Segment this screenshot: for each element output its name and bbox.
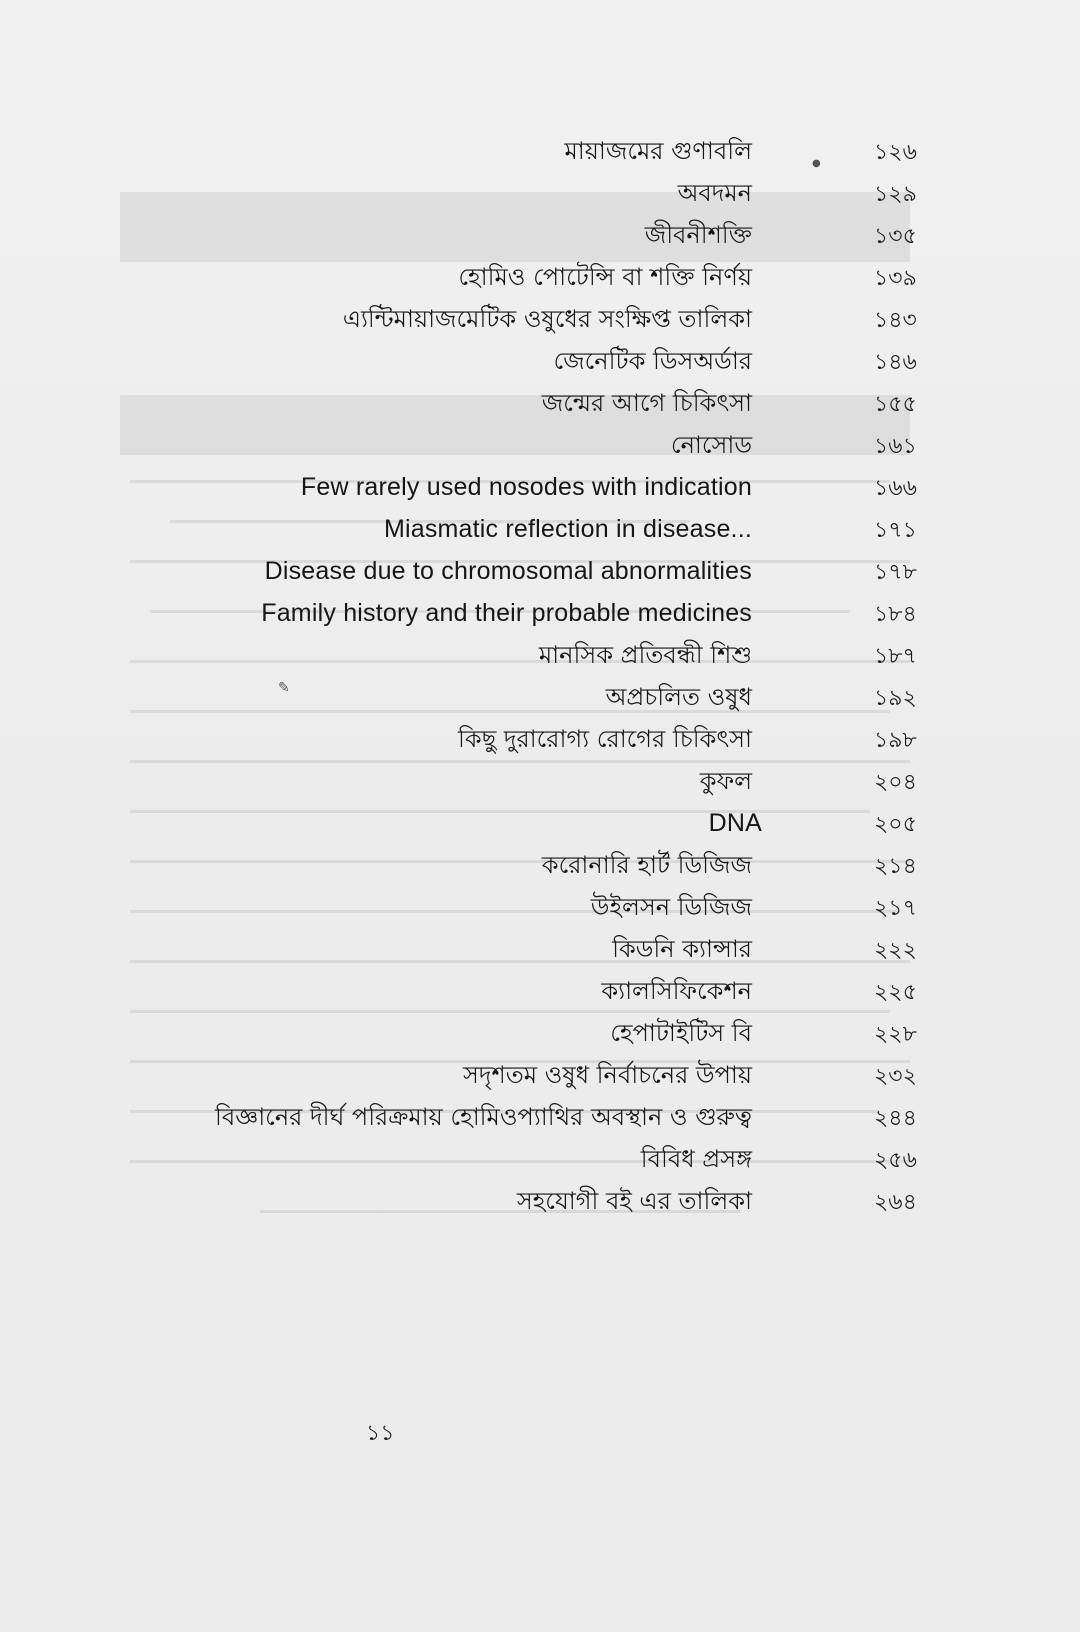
toc-entry-title: ক্যালসিফিকেশন — [601, 977, 752, 1006]
toc-entry-title: করোনারি হার্ট ডিজিজ — [541, 851, 752, 880]
toc-entry-title: হোমিও পোটেন্সি বা শক্তি নির্ণয় — [458, 263, 752, 292]
toc-entry-title: বিজ্ঞানের দীর্ঘ পরিক্রমায় হোমিওপ্যাথির অবস্থান ও গুরুত্ব — [215, 1103, 752, 1132]
toc-entry-page: ১৮৪ — [874, 601, 917, 627]
toc-entry-title: এ্যন্টিমায়াজমেটিক ওষুধের সংক্ষিপ্ত তালিকা — [342, 305, 752, 334]
toc-entry-title: Disease due to chromosomal abnormalities — [264, 557, 752, 585]
toc-entry — [0, 466, 1080, 506]
toc-entry-page: ১৪৬ — [874, 349, 917, 375]
toc-entry-title: কিছু দুরারোগ্য রোগের চিকিৎসা — [458, 725, 752, 754]
toc-entry-title: হেপাটাইটিস বি — [610, 1019, 752, 1048]
toc-entry — [0, 340, 1080, 380]
toc-entry-title: বিবিধ প্রসঙ্গ — [640, 1145, 752, 1174]
toc-entry-page: ২০৪ — [874, 769, 917, 795]
toc-entry-page: ২০৫ — [874, 811, 917, 837]
toc-entry-page: ১৮৭ — [874, 643, 917, 669]
toc-entry — [0, 550, 1080, 590]
toc-entry — [0, 928, 1080, 968]
toc-entry — [0, 718, 1080, 758]
toc-entry-title: জেনেটিক ডিসঅর্ডার — [553, 347, 752, 376]
toc-entry-title: DNA — [708, 809, 762, 837]
toc-entry-title: জীবনীশক্তি — [644, 221, 752, 250]
toc-entry-page: ১৬৬ — [874, 475, 917, 501]
toc-entry-page: ১৯২ — [874, 685, 917, 711]
toc-entry-page: ১২৯ — [874, 181, 917, 207]
toc-entry-title: Family history and their probable medicines — [261, 599, 752, 627]
toc-entry — [0, 214, 1080, 254]
toc-entry-title: জন্মের আগে চিকিৎসা — [541, 389, 752, 418]
toc-entry-page: ২১৪ — [874, 853, 917, 879]
toc-entry-title: সদৃশতম ওষুধ নির্বাচনের উপায় — [463, 1061, 752, 1090]
toc-entry — [0, 676, 1080, 716]
toc-entry-page: ২২২ — [874, 937, 917, 963]
toc-entry — [0, 508, 1080, 548]
toc-entry-title: Miasmatic reflection in disease... — [383, 515, 752, 543]
toc-entry — [0, 802, 1080, 842]
toc-entry-title: অবদমন — [677, 179, 752, 208]
toc-entry-page: ২৪৪ — [874, 1105, 917, 1131]
toc-entry-page: ১৬১ — [874, 433, 917, 459]
toc-entry — [0, 424, 1080, 464]
toc-entry — [0, 256, 1080, 296]
pencil-mark: ✎ — [278, 680, 290, 696]
toc-entry-title: উইলসন ডিজিজ — [590, 893, 752, 922]
toc-entry — [0, 1012, 1080, 1052]
toc-entry — [0, 298, 1080, 338]
toc-entry-page: ১৯৮ — [874, 727, 917, 753]
speck-mark: ● — [812, 158, 821, 169]
toc-entry-page: ২২৫ — [874, 979, 917, 1005]
toc-entry — [0, 1054, 1080, 1094]
toc-entry-page: ১৭৮ — [874, 559, 917, 585]
toc-entry-page: ১৪৩ — [874, 307, 917, 333]
toc-entry-page: ১৭১ — [874, 517, 917, 543]
toc-entry-page: ১৩৯ — [874, 265, 917, 291]
toc-entry — [0, 592, 1080, 632]
toc-entry — [0, 1180, 1080, 1220]
toc-entry-title: নোসোড — [670, 431, 752, 460]
toc-entry-title: Few rarely used nosodes with indication — [300, 473, 752, 501]
toc-entry-page: ২১৭ — [874, 895, 917, 921]
toc-entry-page: ২২৮ — [874, 1021, 917, 1047]
toc-entry — [0, 382, 1080, 422]
toc-entry-page: ২৫৬ — [874, 1147, 917, 1173]
toc-entry-title: কুফল — [699, 767, 752, 796]
toc-entry — [0, 760, 1080, 800]
toc-entry-title: মায়াজমের গুণাবলি — [564, 137, 752, 166]
page-number: ১১ — [366, 1421, 395, 1446]
toc-entry-page: ২৩২ — [874, 1063, 917, 1089]
toc-entry — [0, 172, 1080, 212]
toc-entry-page: ১৫৫ — [874, 391, 917, 417]
toc-entry — [0, 844, 1080, 884]
toc-entry-page: ২৬৪ — [874, 1189, 917, 1215]
toc-entry — [0, 1096, 1080, 1136]
toc-entry-title: মানসিক প্রতিবন্ধী শিশু — [538, 641, 752, 670]
toc-entry-title: কিডনি ক্যান্সার — [612, 935, 752, 964]
toc-entry — [0, 886, 1080, 926]
toc-entry-title: অপ্রচলিত ওষুধ — [605, 683, 752, 712]
toc-entry-page: ১৩৫ — [874, 223, 917, 249]
toc-entry — [0, 130, 1080, 170]
toc-entry — [0, 1138, 1080, 1178]
toc-entry — [0, 634, 1080, 674]
toc-entry-title: সহযোগী বই এর তালিকা — [516, 1187, 752, 1216]
toc-entry — [0, 970, 1080, 1010]
toc-entry-page: ১২৬ — [874, 139, 917, 165]
